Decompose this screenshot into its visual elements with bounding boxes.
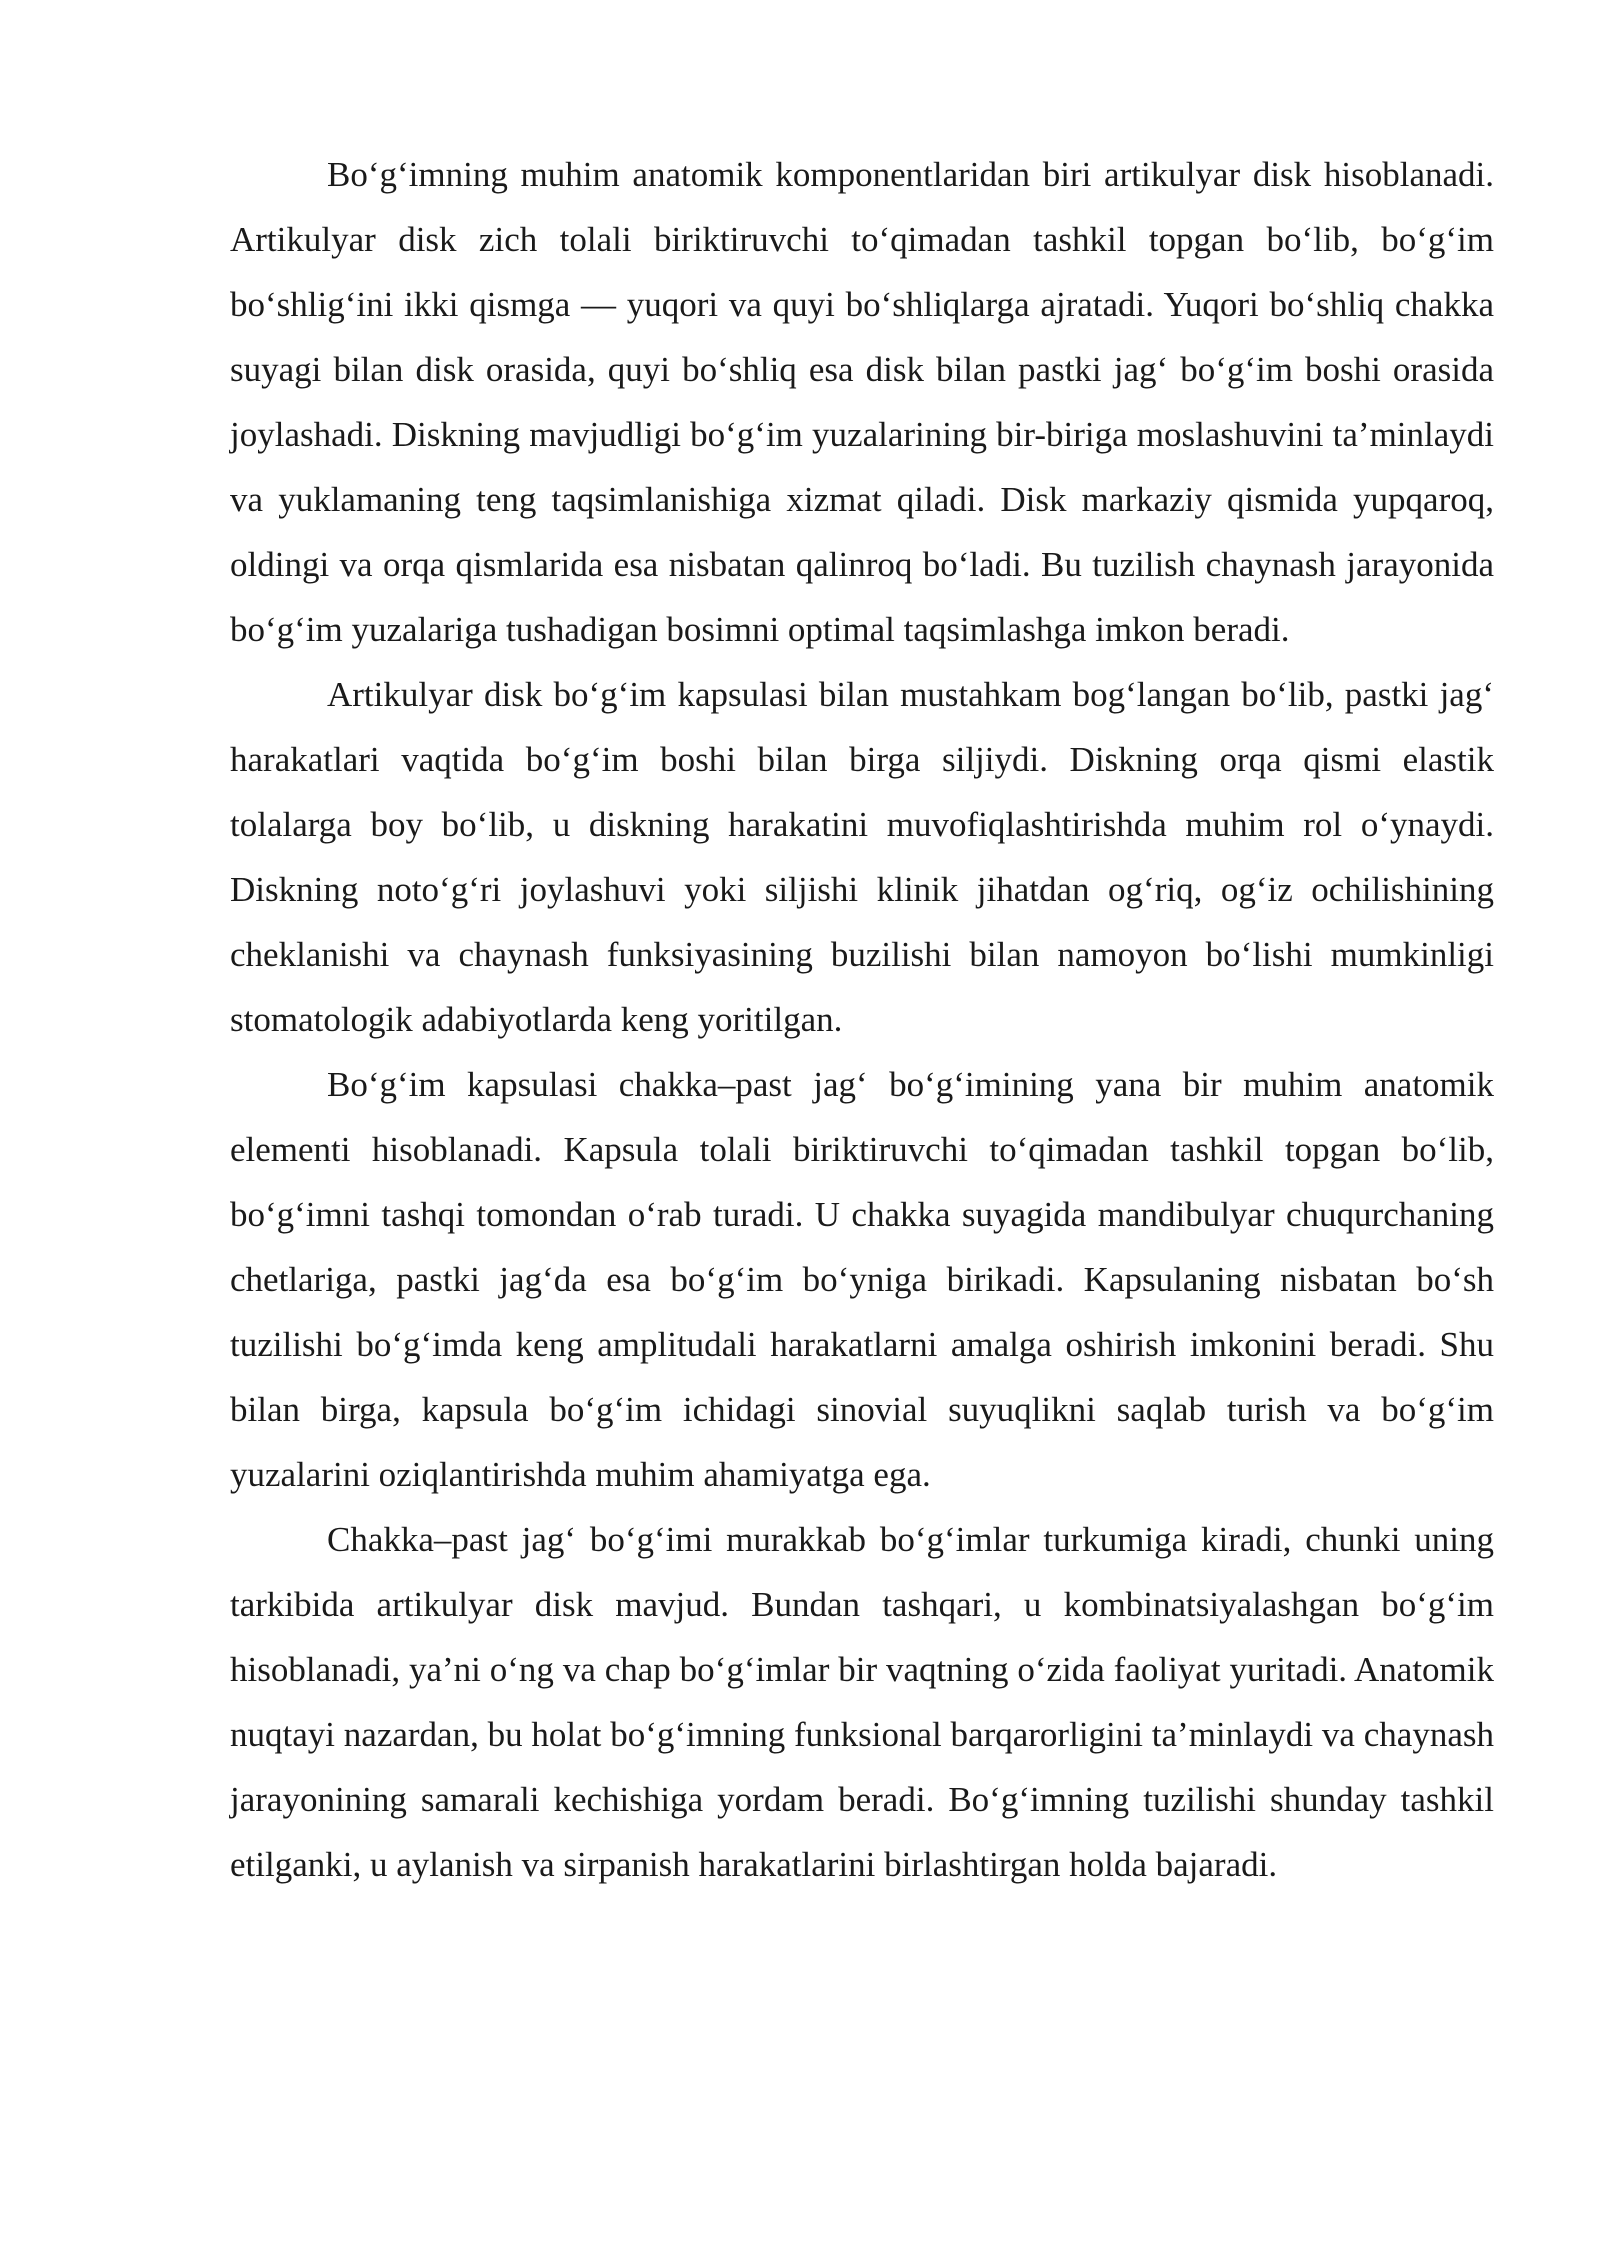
paragraph-joint-capsule: Bo‘g‘im kapsulasi chakka–past jag‘ bo‘g‘imining yana bir muhim anatomik elementi hisoblanadi. Kapsula tolali biriktiruvchi to‘qimadan tashkil topgan bo‘lib, bo‘g‘imni tashqi tomondan o‘rab turadi. U chakka suyagida mandibulyar chuqurchaning chetlariga, pastki jag‘da esa bo‘g‘im bo‘yniga birikadi. Kapsulaning nisbatan bo‘sh tuzilishi bo‘g‘imda keng amplitudali harakatlarni amalga oshirish imkonini beradi. Shu bilan birga, kapsula bo‘g‘im ichidagi sinovial suyuqlikni saqlab turish va bo‘g‘im yuzalarini oziqlantirishda muhim ahamiyatga ega. — [230, 1065, 1494, 1494]
paragraph-articular-disc: Bo‘g‘imning muhim anatomik komponentlaridan biri artikulyar disk hisoblanadi. Artikulyar disk zich tolali biriktiruvchi to‘qimadan tashkil topgan bo‘lib, bo‘g‘im bo‘shlig‘ini ikki qismga — yuqori va quyi bo‘shliqlarga ajratadi. Yuqori bo‘shliq chakka suyagi bilan disk orasida, quyi bo‘shliq esa disk bilan pastki jag‘ bo‘g‘im boshi orasida joylashadi. Diskning mavjudligi bo‘g‘im yuzalarining bir-biriga moslashuvini ta’minlaydi va yuklamaning teng taqsimlanishiga xizmat qiladi. Disk markaziy qismida yupqaroq, oldingi va orqa qismlarida esa nisbatan qalinroq bo‘ladi. Bu tuzilish chaynash jarayonida bo‘g‘im yuzalariga tushadigan bosimni optimal taqsimlashga imkon beradi. — [230, 155, 1494, 649]
document-body — [230, 142, 1494, 1897]
paragraph-complex-joint: Chakka–past jag‘ bo‘g‘imi murakkab bo‘g‘imlar turkumiga kiradi, chunki uning tarkibida artikulyar disk mavjud. Bundan tashqari, u kombinatsiyalashgan bo‘g‘im hisoblanadi, ya’ni o‘ng va chap bo‘g‘imlar bir vaqtning o‘zida faoliyat yuritadi. Anatomik nuqtayi nazardan, bu holat bo‘g‘imning funksional barqarorligini ta’minlaydi va chaynash jarayonining samarali kechishiga yordam beradi. Bo‘g‘imning tuzilishi shunday tashkil etilganki, u aylanish va sirpanish harakatlarini birlashtirgan holda bajaradi. — [230, 1520, 1494, 1884]
paragraph-disc-movement: Artikulyar disk bo‘g‘im kapsulasi bilan mustahkam bog‘langan bo‘lib, pastki jag‘ harakatlari vaqtida bo‘g‘im boshi bilan birga siljiydi. Diskning orqa qismi elastik tolalarga boy bo‘lib, u diskning harakatini muvofiqlashtirishda muhim rol o‘ynaydi. Diskning noto‘g‘ri joylashuvi yoki siljishi klinik jihatdan og‘riq, og‘iz ochilishining cheklanishi va chaynash funksiyasining buzilishi bilan namoyon bo‘lishi mumkinligi stomatologik adabiyotlarda keng yoritilgan. — [230, 675, 1494, 1039]
